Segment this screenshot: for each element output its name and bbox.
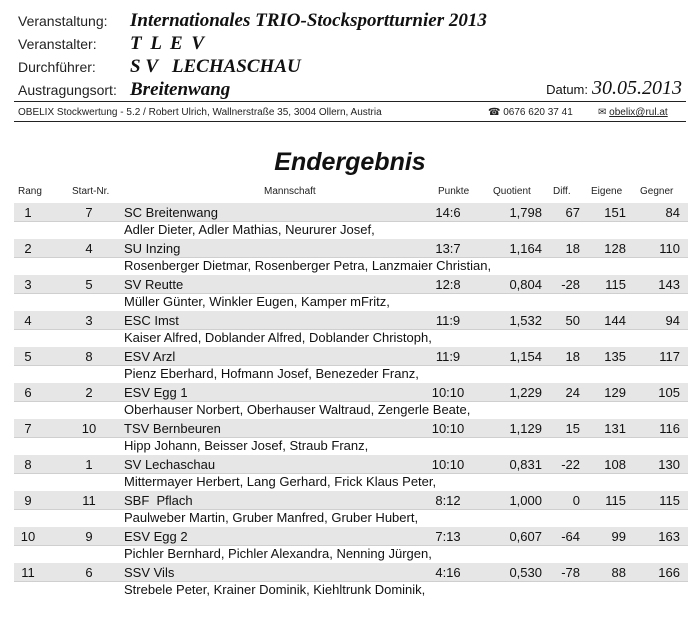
own-score-cell: 129 bbox=[604, 385, 626, 400]
quotient-cell: 0,831 bbox=[509, 457, 542, 472]
players-cell: Mittermayer Herbert, Lang Gerhard, Frick Klaus Peter, bbox=[124, 474, 437, 489]
opponent-score-cell: 110 bbox=[659, 241, 680, 256]
col-diff: Diff. bbox=[553, 186, 571, 197]
diff-cell: 67 bbox=[565, 205, 580, 220]
durchfuehrer-label: Durchführer: bbox=[18, 59, 96, 75]
table-row bbox=[14, 310, 688, 346]
diff-cell: 18 bbox=[565, 349, 580, 364]
own-score-cell: 99 bbox=[611, 529, 626, 544]
players-cell: Rosenberger Dietmar, Rosenberger Petra, Lanzmaier Christian, bbox=[124, 258, 492, 273]
points-cell: 12:8 bbox=[435, 277, 461, 292]
rank-cell: 4 bbox=[24, 313, 32, 328]
own-score-cell: 135 bbox=[604, 349, 626, 364]
rank-cell: 6 bbox=[24, 385, 32, 400]
envelope-icon: ✉ bbox=[598, 107, 607, 118]
own-score-cell: 151 bbox=[604, 205, 626, 220]
points-cell: 11:9 bbox=[435, 313, 461, 328]
own-score-cell: 144 bbox=[604, 313, 626, 328]
players-cell: Pichler Bernhard, Pichler Alexandra, Nenning Jürgen, bbox=[124, 546, 432, 561]
veranstalter-row bbox=[18, 33, 206, 55]
diff-cell: 50 bbox=[565, 313, 580, 328]
players-cell: Hipp Johann, Beisser Josef, Straub Franz, bbox=[124, 438, 369, 453]
veranstaltung-label: Veranstaltung: bbox=[18, 13, 108, 29]
rank-cell: 2 bbox=[24, 241, 32, 256]
phone-contact bbox=[488, 107, 573, 118]
points-cell: 11:9 bbox=[435, 349, 461, 364]
points-cell: 4:16 bbox=[435, 565, 461, 580]
team-name-cell: ESV Arzl bbox=[124, 349, 176, 364]
veranstalter-value: T L E V bbox=[130, 33, 207, 54]
austragungsort-label: Austragungsort: bbox=[18, 82, 117, 98]
start-number-cell: 2 bbox=[85, 385, 93, 400]
col-punkte: Punkte bbox=[438, 186, 470, 197]
opponent-score-cell: 116 bbox=[659, 421, 680, 436]
own-score-cell: 115 bbox=[605, 493, 626, 508]
points-cell: 8:12 bbox=[435, 493, 461, 508]
col-eigene: Eigene bbox=[591, 186, 623, 197]
own-score-cell: 128 bbox=[604, 241, 626, 256]
quotient-cell: 1,154 bbox=[509, 349, 542, 364]
header-divider bbox=[14, 101, 686, 102]
quotient-cell: 1,164 bbox=[509, 241, 542, 256]
rank-cell: 1 bbox=[24, 205, 32, 220]
table-row bbox=[14, 382, 688, 418]
table-row bbox=[14, 418, 688, 454]
opponent-score-cell: 105 bbox=[658, 385, 680, 400]
datum-label: Datum: bbox=[546, 82, 588, 97]
own-score-cell: 88 bbox=[611, 565, 626, 580]
durchfuehrer-value: S V LECHASCHAU bbox=[130, 56, 301, 77]
team-name-cell: SSV Vils bbox=[124, 565, 175, 580]
datum bbox=[546, 77, 682, 100]
diff-cell: -22 bbox=[561, 457, 580, 472]
own-score-cell: 115 bbox=[605, 277, 626, 292]
email-contact bbox=[598, 107, 668, 118]
quotient-cell: 1,229 bbox=[509, 385, 542, 400]
team-name-cell: SV Reutte bbox=[124, 277, 184, 292]
veranstaltung-row bbox=[18, 10, 487, 32]
team-name-cell: ESV Egg 1 bbox=[124, 385, 188, 400]
table-row bbox=[14, 526, 688, 562]
veranstalter-label: Veranstalter: bbox=[18, 36, 97, 52]
own-score-cell: 108 bbox=[604, 457, 626, 472]
rank-cell: 3 bbox=[24, 277, 32, 292]
rank-cell: 9 bbox=[24, 493, 32, 508]
email-link[interactable]: obelix@rul.at bbox=[609, 107, 668, 118]
col-start: Start-Nr. bbox=[72, 186, 110, 197]
quotient-cell: 0,607 bbox=[509, 529, 542, 544]
opponent-score-cell: 130 bbox=[658, 457, 680, 472]
quotient-cell: 1,129 bbox=[509, 421, 542, 436]
col-rang: Rang bbox=[18, 186, 42, 197]
start-number-cell: 6 bbox=[85, 565, 93, 580]
diff-cell: 18 bbox=[565, 241, 580, 256]
rank-cell: 10 bbox=[20, 529, 36, 544]
opponent-score-cell: 163 bbox=[658, 529, 680, 544]
players-cell: Müller Günter, Winkler Eugen, Kamper mFritz, bbox=[124, 294, 390, 309]
players-cell: Paulweber Martin, Gruber Manfred, Gruber Hubert, bbox=[124, 510, 419, 525]
team-name-cell: SU Inzing bbox=[124, 241, 181, 256]
phone-number: 0676 620 37 41 bbox=[503, 107, 573, 118]
opponent-score-cell: 166 bbox=[658, 565, 680, 580]
table-row bbox=[14, 454, 688, 490]
points-cell: 10:10 bbox=[431, 457, 465, 472]
durchfuehrer-row bbox=[18, 56, 301, 78]
own-score-cell: 131 bbox=[604, 421, 626, 436]
points-cell: 10:10 bbox=[431, 385, 465, 400]
quotient-cell: 1,798 bbox=[509, 205, 542, 220]
diff-cell: 15 bbox=[565, 421, 580, 436]
software-credit: OBELIX Stockwertung - 5.2 / Robert Ulrich, Wallnerstraße 35, 3004 Ollern, Austria bbox=[18, 107, 382, 118]
players-cell: Oberhauser Norbert, Oberhauser Waltraud, Zengerle Beate, bbox=[124, 402, 471, 417]
opponent-score-cell: 117 bbox=[659, 349, 680, 364]
players-cell: Strebele Peter, Krainer Dominik, Kiehltrunk Dominik, bbox=[124, 582, 426, 597]
austragungsort-row bbox=[18, 79, 230, 101]
diff-cell: -64 bbox=[561, 529, 580, 544]
rank-cell: 7 bbox=[24, 421, 32, 436]
points-cell: 13:7 bbox=[435, 241, 461, 256]
diff-cell: -28 bbox=[561, 277, 580, 292]
points-cell: 7:13 bbox=[435, 529, 461, 544]
col-gegner: Gegner bbox=[640, 186, 674, 197]
quotient-cell: 0,804 bbox=[509, 277, 542, 292]
players-cell: Adler Dieter, Adler Mathias, Neururer Josef, bbox=[124, 222, 375, 237]
table-row bbox=[14, 562, 688, 598]
points-cell: 14:6 bbox=[435, 205, 461, 220]
start-number-cell: 11 bbox=[82, 493, 96, 508]
start-number-cell: 8 bbox=[85, 349, 93, 364]
rank-cell: 11 bbox=[21, 565, 35, 580]
table-row bbox=[14, 238, 688, 274]
col-team: Mannschaft bbox=[264, 186, 316, 197]
opponent-score-cell: 143 bbox=[658, 277, 680, 292]
quotient-cell: 1,000 bbox=[509, 493, 542, 508]
quotient-cell: 0,530 bbox=[509, 565, 542, 580]
start-number-cell: 10 bbox=[81, 421, 97, 436]
opponent-score-cell: 94 bbox=[665, 313, 680, 328]
team-name-cell: ESC Imst bbox=[124, 313, 179, 328]
table-row bbox=[14, 346, 688, 382]
diff-cell: 0 bbox=[572, 493, 580, 508]
veranstaltung-value: Internationales TRIO-Stocksportturnier 2013 bbox=[130, 10, 487, 31]
page-title: Endergebnis bbox=[274, 148, 426, 176]
team-name-cell: TSV Bernbeuren bbox=[124, 421, 221, 436]
diff-cell: -78 bbox=[561, 565, 580, 580]
start-number-cell: 5 bbox=[85, 277, 93, 292]
team-name-cell: SV Lechaschau bbox=[124, 457, 216, 472]
start-number-cell: 4 bbox=[85, 241, 93, 256]
players-cell: Kaiser Alfred, Doblander Alfred, Doblander Christoph, bbox=[124, 330, 432, 345]
players-cell: Pienz Eberhard, Hofmann Josef, Benezeder Franz, bbox=[124, 366, 419, 381]
start-number-cell: 7 bbox=[85, 205, 93, 220]
opponent-score-cell: 115 bbox=[659, 493, 680, 508]
team-name-cell: SC Breitenwang bbox=[124, 205, 218, 220]
points-cell: 10:10 bbox=[431, 421, 465, 436]
col-quotient: Quotient bbox=[493, 186, 531, 197]
start-number-cell: 3 bbox=[85, 313, 93, 328]
start-number-cell: 1 bbox=[85, 457, 93, 472]
opponent-score-cell: 84 bbox=[665, 205, 680, 220]
software-divider bbox=[14, 121, 686, 122]
table-row bbox=[14, 490, 688, 526]
phone-icon: ☎ bbox=[488, 107, 501, 118]
team-name-cell: ESV Egg 2 bbox=[124, 529, 188, 544]
rank-cell: 5 bbox=[24, 349, 32, 364]
start-number-cell: 9 bbox=[85, 529, 93, 544]
quotient-cell: 1,532 bbox=[509, 313, 542, 328]
diff-cell: 24 bbox=[565, 385, 580, 400]
team-name-cell: SBF Pflach bbox=[124, 493, 193, 508]
datum-value: 30.05.2013 bbox=[592, 77, 682, 99]
austragungsort-value: Breitenwang bbox=[130, 79, 231, 100]
table-row bbox=[14, 202, 688, 238]
rank-cell: 8 bbox=[24, 457, 32, 472]
table-row bbox=[14, 274, 688, 310]
